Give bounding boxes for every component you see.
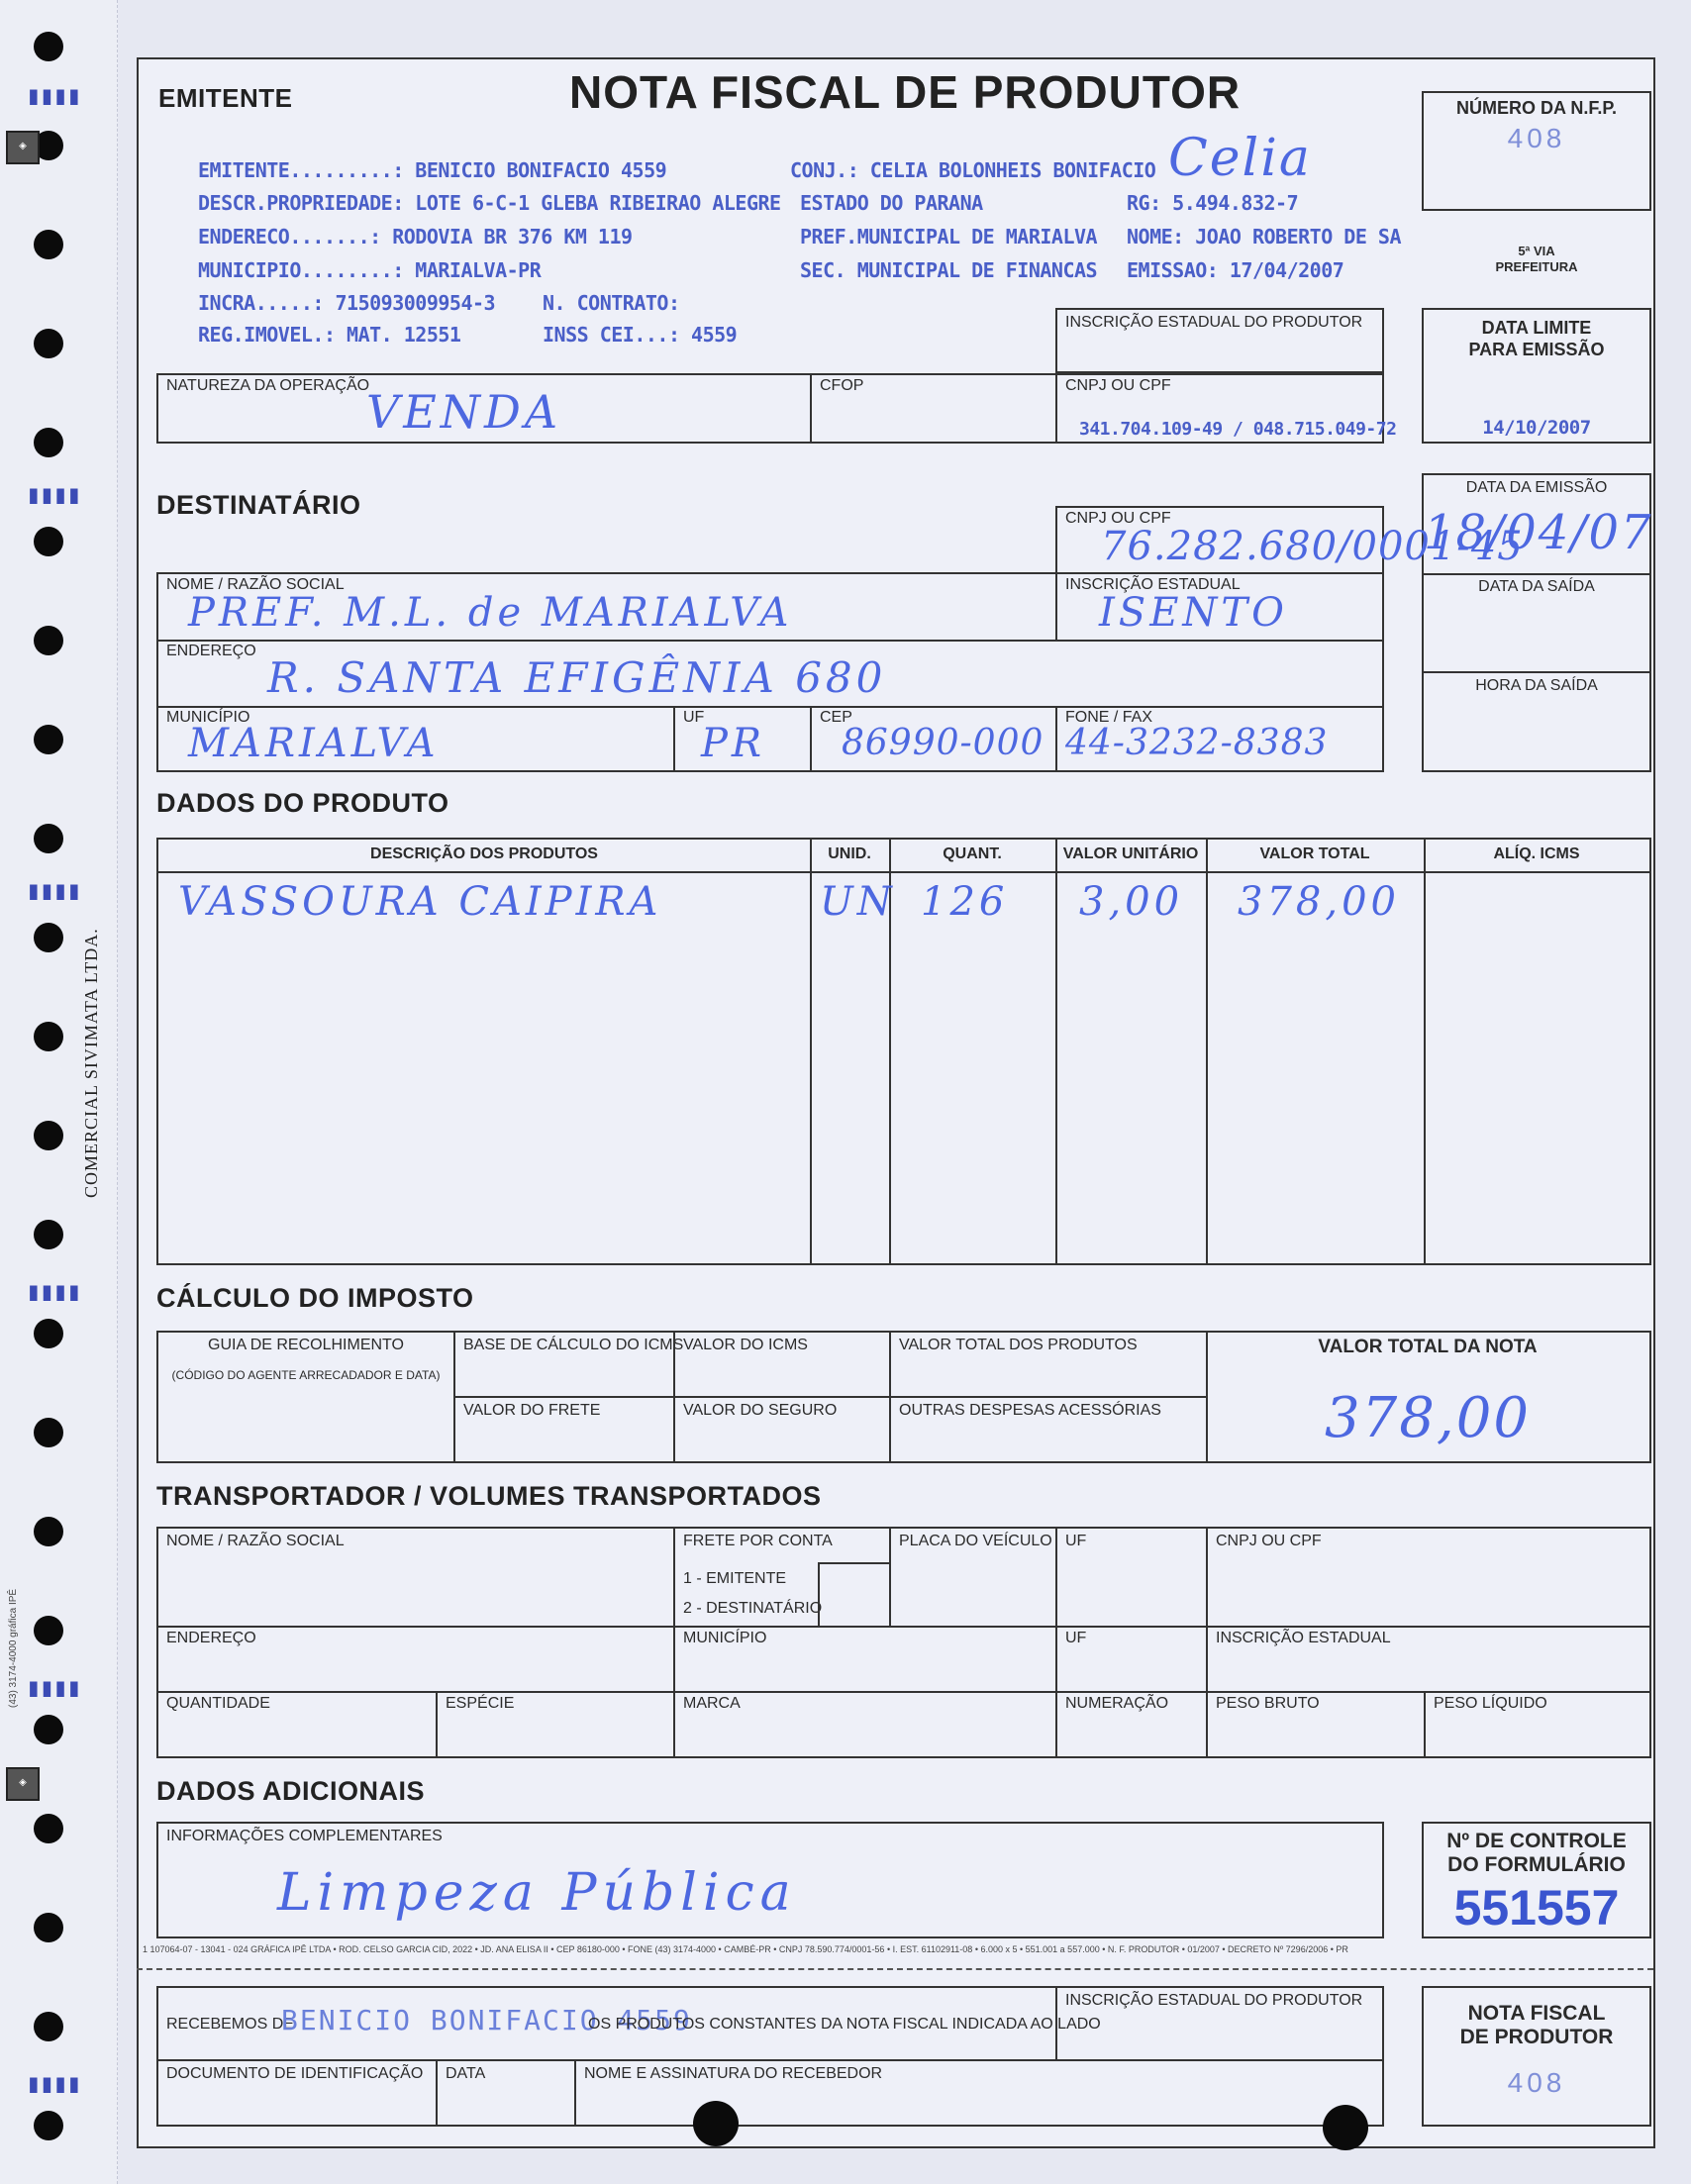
punch-hole xyxy=(34,329,63,358)
controle-label1: Nº DE CONTROLE xyxy=(1446,1830,1627,1852)
col-descricao: DESCRIÇÃO DOS PRODUTOS xyxy=(370,845,598,862)
data-limite-box xyxy=(1422,308,1651,444)
perforated-margin xyxy=(0,0,118,2184)
divider xyxy=(158,2059,1382,2061)
destinatario-grid xyxy=(156,572,1384,772)
produto-descricao: VASSOURA CAIPIRA xyxy=(178,879,662,925)
punch-hole xyxy=(34,2012,63,2041)
printer-logo-icon: ◈ xyxy=(6,1767,40,1801)
via-line1: 5ª VIA xyxy=(1518,244,1555,258)
emitente-signature: Celia xyxy=(1168,129,1312,188)
produto-quant: 126 xyxy=(921,879,1009,925)
hora-saida-label: HORA DA SAÍDA xyxy=(1475,677,1598,694)
divider xyxy=(436,1691,438,1756)
peso-bruto-label: PESO BRUTO xyxy=(1216,1695,1320,1712)
emitente-inss: INSS CEI...: 4559 xyxy=(543,323,738,347)
margin-bars: ▮▮▮▮ xyxy=(26,1277,80,1307)
punch-hole xyxy=(693,2101,739,2146)
info-complementares-label: INFORMAÇÕES COMPLEMENTARES xyxy=(166,1828,443,1844)
numero-nfp-label: NÚMERO DA N.F.P. xyxy=(1455,98,1618,118)
assinatura-label: NOME E ASSINATURA DO RECEBEDOR xyxy=(584,2065,883,2082)
dest-nome-label: NOME / RAZÃO SOCIAL xyxy=(166,576,345,593)
data-emissao-label: DATA DA EMISSÃO xyxy=(1465,479,1608,496)
emitente-line4: MUNICIPIO........: MARIALVA-PR xyxy=(198,258,542,282)
punch-hole xyxy=(34,824,63,853)
emitente-secretaria: SEC. MUNICIPAL DE FINANCAS xyxy=(800,258,1098,282)
peso-liquido-label: PESO LÍQUIDO xyxy=(1434,1695,1547,1712)
divider xyxy=(673,706,675,770)
imposto-title: CÁLCULO DO IMPOSTO xyxy=(156,1283,474,1313)
punch-hole xyxy=(34,626,63,655)
canhoto-nf-box xyxy=(1422,1986,1651,2127)
controle-box xyxy=(1422,1822,1651,1938)
col-aliq-icms: ALÍQ. ICMS xyxy=(1493,845,1580,862)
especie-label: ESPÉCIE xyxy=(446,1695,515,1712)
divider xyxy=(1424,1691,1426,1756)
canhoto-ie-label: INSCRIÇÃO ESTADUAL DO PRODUTOR xyxy=(1065,1992,1363,2009)
transportador-title: TRANSPORTADOR / VOLUMES TRANSPORTADOS xyxy=(156,1481,822,1511)
data-limite-value: 14/10/2007 xyxy=(1482,417,1591,439)
natureza-row xyxy=(156,373,1397,444)
emitente-prefeitura: PREF.MUNICIPAL DE MARIALVA xyxy=(800,225,1098,248)
recebemos-text: OS PRODUTOS CONSTANTES DA NOTA FISCAL INDICADA AO LADO xyxy=(588,2016,1101,2033)
divider xyxy=(1055,1529,1057,1691)
produto-title: DADOS DO PRODUTO xyxy=(156,788,449,818)
transp-cnpj-label: CNPJ OU CPF xyxy=(1216,1533,1322,1549)
emitente-nome: NOME: JOAO ROBERTO DE SA xyxy=(1127,225,1401,248)
recebemos-label: RECEBEMOS DE xyxy=(166,2016,294,2033)
transp-municipio-label: MUNICÍPIO xyxy=(683,1630,767,1646)
controle-label2: DO FORMULÁRIO xyxy=(1447,1853,1626,1876)
emitente-emissao: EMISSAO: 17/04/2007 xyxy=(1127,258,1344,282)
emitente-estado: ESTADO DO PARANA xyxy=(800,191,983,215)
punch-hole xyxy=(34,1418,63,1447)
printer-vertical-text: (43) 3174-4000 gráfica IPÊ xyxy=(8,1588,19,1708)
ie-produtor-box xyxy=(1055,308,1384,373)
divider xyxy=(158,706,1382,708)
punch-hole xyxy=(34,1715,63,1744)
dest-ie-value: ISENTO xyxy=(1099,590,1288,636)
dest-cep-label: CEP xyxy=(820,709,852,726)
placa-label: PLACA DO VEÍCULO xyxy=(899,1533,1052,1549)
divider xyxy=(1055,840,1057,1263)
dest-uf-label: UF xyxy=(683,709,705,726)
dest-endereco-value: R. SANTA EFIGÊNIA 680 xyxy=(267,653,887,702)
produto-valor-unitario: 3,00 xyxy=(1079,879,1184,925)
col-valor-total: VALOR TOTAL xyxy=(1259,845,1370,862)
transp-nome-label: NOME / RAZÃO SOCIAL xyxy=(166,1533,345,1549)
destinatario-title: DESTINATÁRIO xyxy=(156,490,361,520)
dest-uf-value: PR xyxy=(701,721,766,766)
dest-cep-value: 86990-000 xyxy=(842,723,1044,763)
punch-hole xyxy=(34,1319,63,1348)
margin-bars: ▮▮▮▮ xyxy=(26,876,80,906)
divider xyxy=(1055,574,1057,640)
outras-despesas-label: OUTRAS DESPESAS ACESSÓRIAS xyxy=(899,1402,1161,1419)
info-complementares-value: Limpeza Pública xyxy=(277,1863,797,1923)
doc-identificacao-label: DOCUMENTO DE IDENTIFICAÇÃO xyxy=(166,2065,424,2082)
canhoto-grid xyxy=(156,1986,1384,2127)
punch-hole xyxy=(34,1220,63,1249)
divider xyxy=(1055,375,1057,442)
margin-bars: ▮▮▮▮ xyxy=(26,81,80,111)
transportador-grid xyxy=(156,1527,1651,1758)
punch-hole xyxy=(34,1616,63,1645)
guia-sub: (CÓDIGO DO AGENTE ARRECADADOR E DATA) xyxy=(171,1368,441,1382)
numero-nfp-value: 408 xyxy=(1507,123,1566,153)
numeracao-label: NUMERAÇÃO xyxy=(1065,1695,1169,1712)
emitente-conjuge: CONJ.: CELIA BOLONHEIS BONIFACIO xyxy=(790,158,1156,182)
divider xyxy=(158,1691,1649,1693)
divider xyxy=(1055,1988,1057,2059)
divider xyxy=(889,1529,891,1626)
data-limite-label2: PARA EMISSÃO xyxy=(1468,340,1605,359)
data-limite-label1: DATA LIMITE xyxy=(1481,318,1592,338)
col-quant: QUANT. xyxy=(943,845,1002,862)
dest-cnpj-value: 76.282.680/0001-45 xyxy=(1101,524,1524,569)
frete-checkbox[interactable] xyxy=(818,1562,891,1628)
form-title: NOTA FISCAL DE PRODUTOR xyxy=(569,66,1242,118)
divider xyxy=(158,640,1382,642)
frete-opcao-emitente: 1 - EMITENTE xyxy=(683,1570,787,1587)
numero-nfp-box xyxy=(1422,91,1651,211)
data-emissao-value: 18/04/07 xyxy=(1424,505,1653,560)
margin-bars: ▮▮▮▮ xyxy=(26,480,80,510)
cfop-label: CFOP xyxy=(820,377,864,394)
cut-line xyxy=(137,1968,1653,1970)
dest-municipio-value: MARIALVA xyxy=(188,721,440,766)
divider xyxy=(453,1396,1206,1398)
col-valor-unitario: VALOR UNITÁRIO xyxy=(1062,845,1199,862)
divider xyxy=(1055,1691,1057,1756)
divider xyxy=(1424,573,1649,575)
punch-hole xyxy=(34,923,63,952)
emitente-cnpj-value: 341.704.109-49 / 048.715.049-72 xyxy=(1079,419,1397,440)
divider xyxy=(436,2059,438,2125)
printer-footer-line: 1 107064-07 - 13041 - 024 GRÁFICA IPÊ LTDA • ROD. CELSO GARCIA CID, 2022 • JD. ANA ELISA II • CEP 86180-000 • FONE (43) 3174-4000 • CAMBÉ-PR • CNPJ 78.590.774/0001-56 • I. EST. 61102911-08 • 6.000 x 5 • 551.001 a 557.000 • N. F. PRODUTOR • 01/2007 • DECRETO Nº 7296/2006 • PR xyxy=(143,1944,1348,1954)
divider xyxy=(1055,706,1057,770)
punch-hole xyxy=(34,725,63,754)
frete-label: VALOR DO FRETE xyxy=(463,1402,601,1419)
emitente-cnpj-label: CNPJ OU CPF xyxy=(1065,377,1171,394)
punch-hole xyxy=(34,230,63,259)
dest-cnpj-box xyxy=(1055,506,1524,574)
valor-icms-label: VALOR DO ICMS xyxy=(683,1337,808,1353)
transp-endereco-label: ENDEREÇO xyxy=(166,1630,256,1646)
dest-fone-label: FONE / FAX xyxy=(1065,709,1153,726)
base-icms-label: BASE DE CÁLCULO DO ICMS xyxy=(463,1337,684,1353)
guia-label: GUIA DE RECOLHIMENTO xyxy=(208,1337,404,1353)
margin-bars: ▮▮▮▮ xyxy=(26,2069,80,2099)
emitente-contrato: N. CONTRATO: xyxy=(543,291,680,315)
valor-total-produtos-label: VALOR TOTAL DOS PRODUTOS xyxy=(899,1337,1138,1353)
emitente-line6: REG.IMOVEL.: MAT. 12551 xyxy=(198,323,461,347)
datas-box xyxy=(1422,473,1651,772)
emitente-line1: EMITENTE.........: BENICIO BONIFACIO 4559 xyxy=(198,158,667,182)
natureza-label: NATUREZA DA OPERAÇÃO xyxy=(166,377,370,394)
canhoto-data-label: DATA xyxy=(446,2065,486,2082)
transp-uf-label: UF xyxy=(1065,1533,1087,1549)
dest-fone-value: 44-3232-8383 xyxy=(1065,723,1329,763)
punch-hole xyxy=(34,1022,63,1051)
data-saida-label: DATA DA SAÍDA xyxy=(1478,578,1595,595)
canhoto-nf-label2: DE PRODUTOR xyxy=(1459,2026,1614,2048)
canhoto-nf-label1: NOTA FISCAL xyxy=(1467,2002,1606,2025)
divider xyxy=(810,375,812,442)
emitente-line5: INCRA.....: 715093009954-3 xyxy=(198,291,496,315)
divider xyxy=(1206,840,1208,1263)
punch-hole xyxy=(34,32,63,61)
printer-logo-icon: ◈ xyxy=(6,131,40,164)
transp-ie-label: INSCRIÇÃO ESTADUAL xyxy=(1216,1630,1391,1646)
divider xyxy=(810,706,812,770)
divider xyxy=(1424,671,1649,673)
transp-uf2-label: UF xyxy=(1065,1630,1087,1646)
controle-value: 551557 xyxy=(1453,1880,1620,1936)
dest-municipio-label: MUNICÍPIO xyxy=(166,709,250,726)
dest-endereco-label: ENDEREÇO xyxy=(166,643,256,659)
margin-bars: ▮▮▮▮ xyxy=(26,1673,80,1703)
punch-hole xyxy=(34,527,63,556)
punch-hole xyxy=(34,1913,63,1942)
divider xyxy=(158,1626,1649,1628)
produto-table xyxy=(156,838,1651,1265)
emitente-title: EMITENTE xyxy=(158,83,293,113)
punch-hole xyxy=(34,428,63,457)
dest-ie-label: INSCRIÇÃO ESTADUAL xyxy=(1065,576,1241,593)
punch-hole xyxy=(34,1814,63,1843)
punch-hole xyxy=(34,1517,63,1546)
divider xyxy=(158,871,1649,873)
frete-opcao-destinatario: 2 - DESTINATÁRIO xyxy=(683,1600,823,1617)
info-complementares-box xyxy=(156,1822,1384,1938)
marca-label: MARCA xyxy=(683,1695,741,1712)
emitente-rg: RG: 5.494.832-7 xyxy=(1127,191,1299,215)
divider xyxy=(810,840,812,1263)
divider xyxy=(673,1529,675,1756)
col-unid: UNID. xyxy=(828,845,871,862)
divider xyxy=(1424,840,1426,1263)
punch-hole xyxy=(1323,2105,1368,2150)
imposto-grid xyxy=(156,1331,1651,1463)
produto-unid: UN xyxy=(820,879,896,925)
canhoto-nf-number: 408 xyxy=(1507,2067,1566,2098)
punch-hole xyxy=(34,1121,63,1150)
via-line2: PREFEITURA xyxy=(1495,259,1578,274)
recebemos-name: BENICIO BONIFACIO 4559 xyxy=(281,2004,692,2036)
produto-valor-total: 378,00 xyxy=(1238,879,1400,925)
valor-total-nota-label: VALOR TOTAL DA NOTA xyxy=(1318,1337,1538,1357)
natureza-value: VENDA xyxy=(366,385,562,439)
divider xyxy=(1206,1529,1208,1756)
divider xyxy=(574,2059,576,2125)
valor-total-nota-value: 378,00 xyxy=(1325,1386,1531,1450)
ie-produtor-label: INSCRIÇÃO ESTADUAL DO PRODUTOR xyxy=(1065,314,1363,331)
adicionais-title: DADOS ADICIONAIS xyxy=(156,1776,426,1806)
seguro-label: VALOR DO SEGURO xyxy=(683,1402,838,1419)
quantidade-label: QUANTIDADE xyxy=(166,1695,270,1712)
company-vertical-text: COMERCIAL SIVIMATA LTDA. xyxy=(81,928,101,1198)
dest-cnpj-label: CNPJ OU CPF xyxy=(1065,510,1171,527)
dest-nome-value: PREF. M.L. de MARIALVA xyxy=(188,590,793,636)
frete-conta-label: FRETE POR CONTA xyxy=(683,1533,833,1549)
punch-hole xyxy=(34,2111,63,2140)
emitente-line3: ENDERECO.......: RODOVIA BR 376 KM 119 xyxy=(198,225,633,248)
emitente-line2: DESCR.PROPRIEDADE: LOTE 6-C-1 GLEBA RIBEIRAO ALEGRE xyxy=(198,191,781,215)
